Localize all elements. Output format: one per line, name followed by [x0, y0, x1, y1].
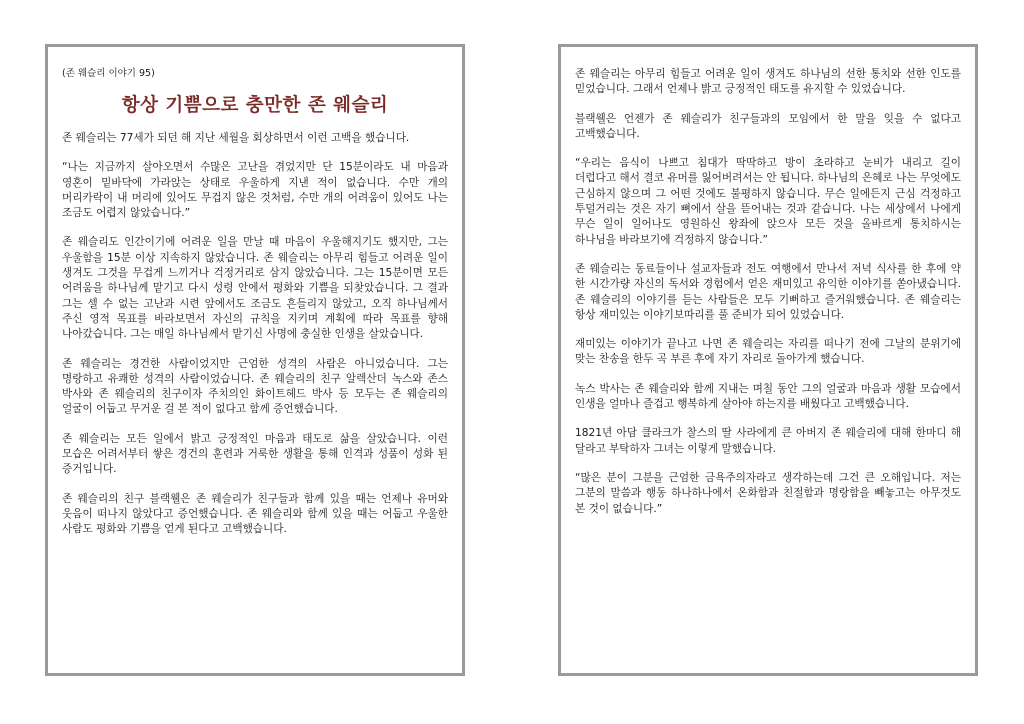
paragraph: 녹스 박사는 존 웨슬리와 함께 지내는 며칠 동안 그의 얼굴과 마음과 생활 모습에서 인생을 얼마나 즐겁고 행복하게 살아야 하는지를 배웠다고 고백했습니다. [575, 382, 961, 411]
paragraph: 재미있는 이야기가 끝나고 나면 존 웨슬리는 자리를 떠나기 전에 그날의 분위기에 맞는 찬송을 한두 곡 부른 후에 자기 자리로 돌아가게 했습니다. [575, 338, 961, 366]
paragraph: 존 웨슬리의 친구 블랙웰은 존 웨슬리가 친구들과 함께 있을 때는 언제나 유머와 웃음이 떠나지 않았다고 증언했습니다. 존 웨슬리와 함께 있을 때는 어둡고 우울한 사람도 평화와 기쁨을 얻게 된다고 고백했습니다. [62, 492, 448, 536]
quote-paragraph: “나는 지금까지 살아오면서 수많은 고난을 겪었지만 단 15분이라도 내 마음과 영혼이 밑바닥에 가라앉는 상태로 우울하게 지낸 적이 없습니다. 수만 개의 머리카락이 내 머리에 있어도 무겁지 않은 것처럼, 수만 개의 어려움이 있어도 나는 조금도 어렵지 않았습니다.” [62, 161, 448, 220]
series-label: (존 웨슬리 이야기 95) [62, 68, 155, 79]
quote-paragraph: “많은 분이 그분을 근엄한 금욕주의자라고 생각하는데 그건 큰 오해입니다. 저는 그분의 말씀과 행동 하나하나에서 온화함과 친절함과 명랑함을 빼놓고는 아무것도 본 것이 없습니다.” [575, 471, 961, 515]
left-page [45, 44, 465, 676]
quote-paragraph: “우리는 음식이 나쁘고 침대가 딱딱하고 방이 초라하고 눈비가 내리고 길이 더럽다고 해서 결코 유머를 잃어버려서는 안 됩니다. 하나님의 은혜로 나는 무엇에도 근심하지 않으며 그 어떤 것에도 불평하지 않습니다. 무슨 일에든지 근심 걱정하고 투덜거리는 것은 자기 뼈에서 살을 뜯어내는 것과 같습니다. 나는 세상에서 나에게 무슨 일이 일어나도 영원하신 왕좌에 앉으사 모든 것을 올바르게 통치하시는 하나님을 바라보기에 걱정하지 않습니다.” [575, 157, 961, 246]
paragraph: 1821년 아담 클라크가 찰스의 딸 사라에게 큰 아버지 존 웨슬리에 대해 한마디 해 달라고 부탁하자 그녀는 이렇게 말했습니다. [575, 427, 961, 455]
page-title: 항상 기쁨으로 충만한 존 웨슬리 [121, 95, 389, 116]
right-page [558, 44, 978, 676]
paragraph: 존 웨슬리도 인간이기에 어려운 일을 만날 때 마음이 우울해지기도 했지만, 그는 우울함을 15분 이상 지속하지 않았습니다. 존 웨슬리는 아무리 힘들고 어려운 일이 생겨도 그것을 무겁게 느끼거나 걱정거리로 삼지 않았습니다. 그는 15분이면 모든 어려움을 하나님께 맡기고 다시 성령 안에서 평화와 기쁨을 되찾았습니다. 그 결과 그는 셀 수 없는 고난과 시련 앞에서도 조금도 흔들리지 않았고, 오직 하나님께서 주신 영적 목표를 바라보면서 자신의 규칙을 지키며 계획에 따라 목표를 향해 나아갔습니다. 그는 매일 하나님께서 맡기신 사명에 충실한 인생을 살았습니다. [62, 236, 448, 341]
paragraph: 존 웨슬리는 77세가 되던 해 지난 세월을 회상하면서 이런 고백을 했습니다. [62, 132, 410, 144]
paragraph: 존 웨슬리는 동료들이나 설교자들과 전도 여행에서 만나서 저녁 식사를 한 후에 약 한 시간가량 자신의 독서와 경험에서 얻은 재미있고 유익한 이야기를 쏟아냈습니다. 존 웨슬리의 이야기를 듣는 사람들은 모두 기뻐하고 즐거워했습니다. 존 웨슬리는 항상 재미있는 이야기보따리를 풀 준비가 되어 있었습니다. [575, 262, 961, 321]
paragraph: 존 웨슬리는 경건한 사람이었지만 근엄한 성격의 사람은 아니었습니다. 그는 명랑하고 유쾌한 성격의 사람이었습니다. 존 웨슬리의 친구 알렉산더 녹스와 존스 박사와 존 웨슬리의 친구이자 주치의인 화이트헤드 박사 등 모두는 존 웨슬리의 얼굴이 어둡고 무거운 걸 본 적이 없다고 함께 증언했습니다. [62, 357, 448, 416]
paragraph: 블랙웰은 언젠가 존 웨슬리가 친구들과의 모임에서 한 말을 잊을 수 없다고 고백했습니다. [575, 112, 961, 140]
paragraph: 존 웨슬리는 모든 일에서 밝고 긍정적인 마음과 태도로 삶을 살았습니다. 이런 모습은 어려서부터 쌓은 경건의 훈련과 거룩한 생활을 통해 인격과 성품이 성화 된 증거입니다. [62, 432, 448, 476]
paragraph: 존 웨슬리는 아무리 힘들고 어려운 일이 생겨도 하나님의 선한 통치와 선한 인도를 믿었습니다. 그래서 언제나 밝고 긍정적인 태도를 유지할 수 있었습니다. [575, 68, 961, 96]
